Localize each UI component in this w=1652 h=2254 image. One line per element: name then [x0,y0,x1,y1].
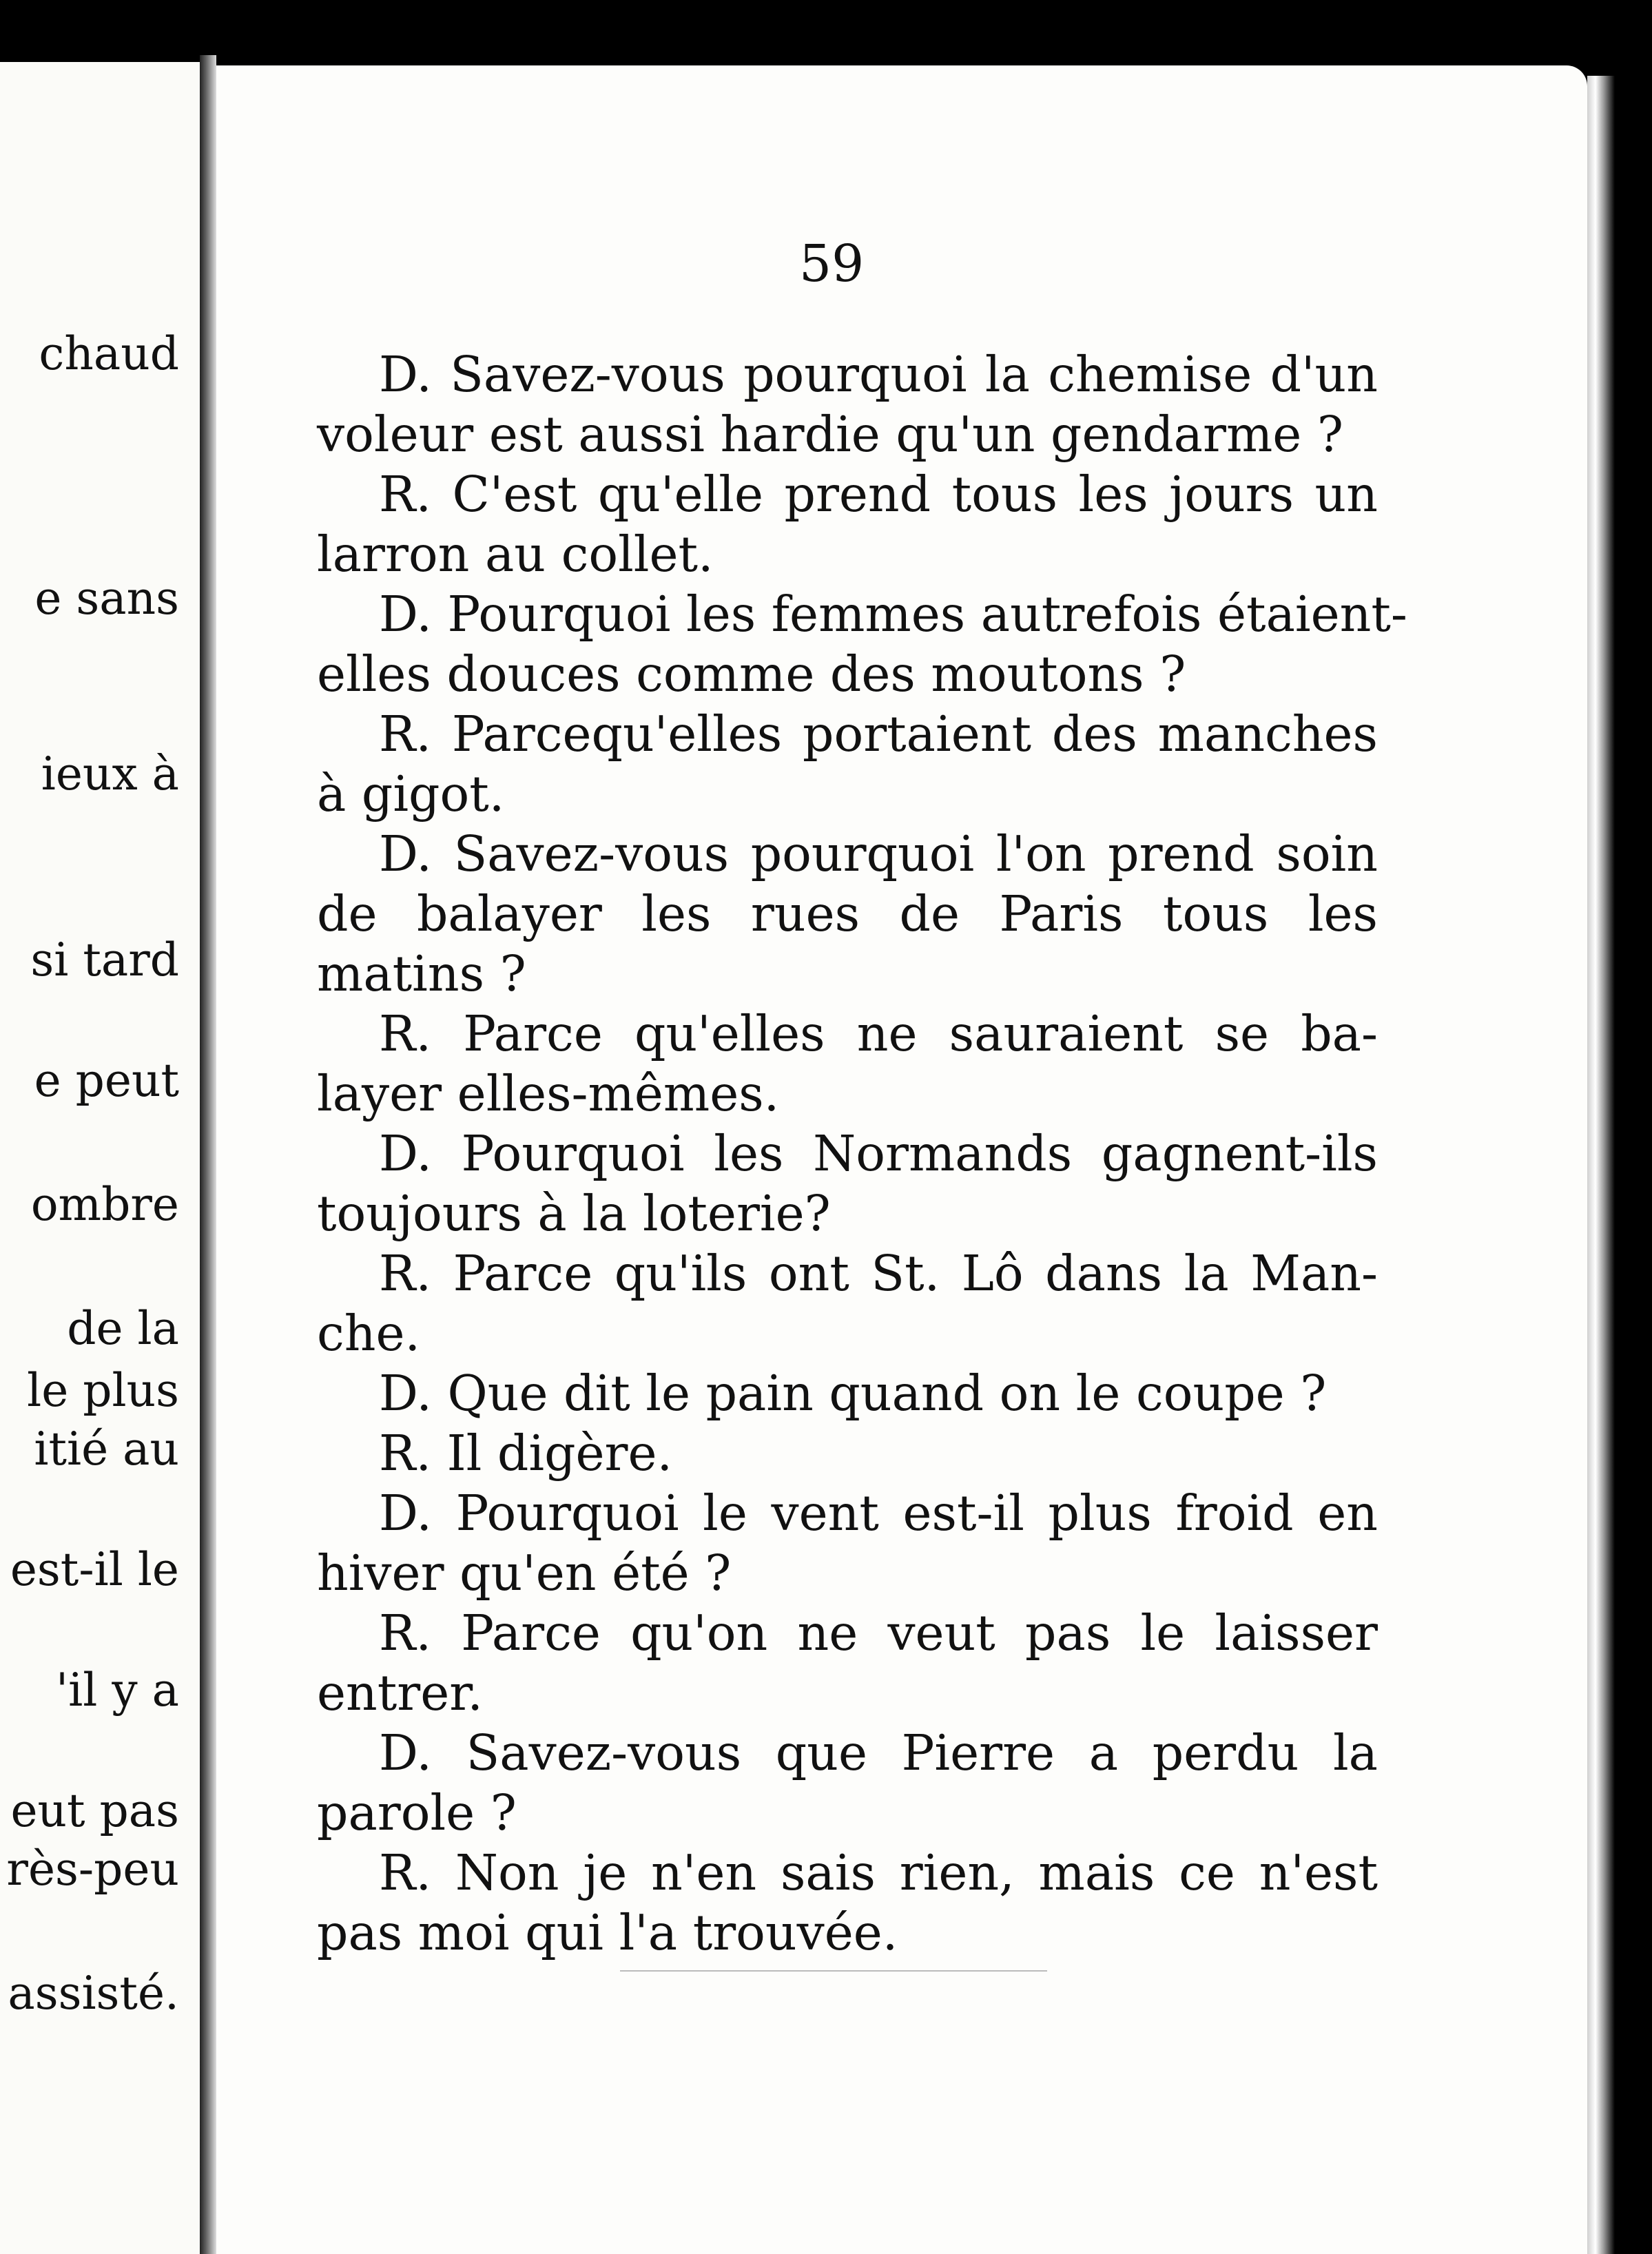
question-line: parole ? [317,1784,517,1841]
answer-line: R. Il digère. [379,1425,673,1482]
question-line: D. Savez-vous pourquoi l'on prend soin [379,825,1378,882]
page-edge [1587,76,1615,2254]
left-page-fragment: ombre [30,1178,179,1231]
left-page-fragment: e peut [34,1054,179,1107]
answer-line: che. [317,1305,421,1362]
qa-text-block [317,344,1407,1963]
answer-line: R. C'est qu'elle prend tous les jours un [379,466,1378,523]
answer-line: R. Parce qu'on ne veut pas le laisser [379,1604,1378,1662]
answer-line: R. Parcequ'elles portaient des manches [379,705,1378,763]
answer-line: à gigot. [317,765,505,823]
answer-line: pas moi qui l'a trouvée. [317,1904,898,1961]
left-page-fragment: le plus [27,1364,179,1417]
question-line: elles douces comme des moutons ? [317,645,1186,703]
left-page-fragment: 'il y a [56,1664,179,1717]
bottom-rule [620,1970,1047,1972]
question-line: de balayer les rues de Paris tous les [317,885,1378,942]
answer-line: entrer. [317,1664,483,1721]
left-page-fragment: chaud [39,327,179,380]
question-line: D. Que dit le pain quand on le coupe ? [379,1365,1327,1422]
question-line: matins ? [317,945,526,1002]
book-spine [200,55,216,2254]
answer-line: R. Parce qu'elles ne sauraient se ba- [379,1005,1378,1062]
left-page-fragment: ieux à [41,747,179,800]
question-line: D. Pourquoi le vent est-il plus froid en [379,1485,1378,1542]
question-line: D. Pourquoi les femmes autrefois étaient- [379,586,1407,643]
question-line: toujours à la loterie? [317,1185,831,1242]
left-page-fragment: itié au [34,1423,179,1476]
answer-line: R. Parce qu'ils ont St. Lô dans la Man- [379,1245,1378,1302]
answer-line: larron au collet. [317,526,714,583]
question-line: D. Savez-vous pourquoi la chemise d'un [379,346,1378,403]
left-page-fragment: rès-peu [6,1843,179,1896]
left-page [0,62,200,2254]
answer-line: R. Non je n'en sais rien, mais ce n'est [379,1844,1378,1901]
answer-line: layer elles-mêmes. [317,1065,780,1122]
question-line: D. Pourquoi les Normands gagnent-ils [379,1125,1378,1182]
left-page-fragment: assisté. [8,1967,179,2020]
left-page-fragment: de la [67,1302,179,1355]
question-line: voleur est aussi hardie qu'un gendarme ? [317,406,1343,463]
question-line: hiver qu'en été ? [317,1544,732,1602]
left-page-fragment: est-il le [10,1543,179,1596]
left-page-fragment: si tard [30,933,179,986]
left-page-fragment: eut pas [10,1784,179,1837]
question-line: D. Savez-vous que Pierre a perdu la [379,1724,1378,1781]
left-page-fragment: e sans [34,572,179,625]
page-number: 59 [799,234,865,293]
